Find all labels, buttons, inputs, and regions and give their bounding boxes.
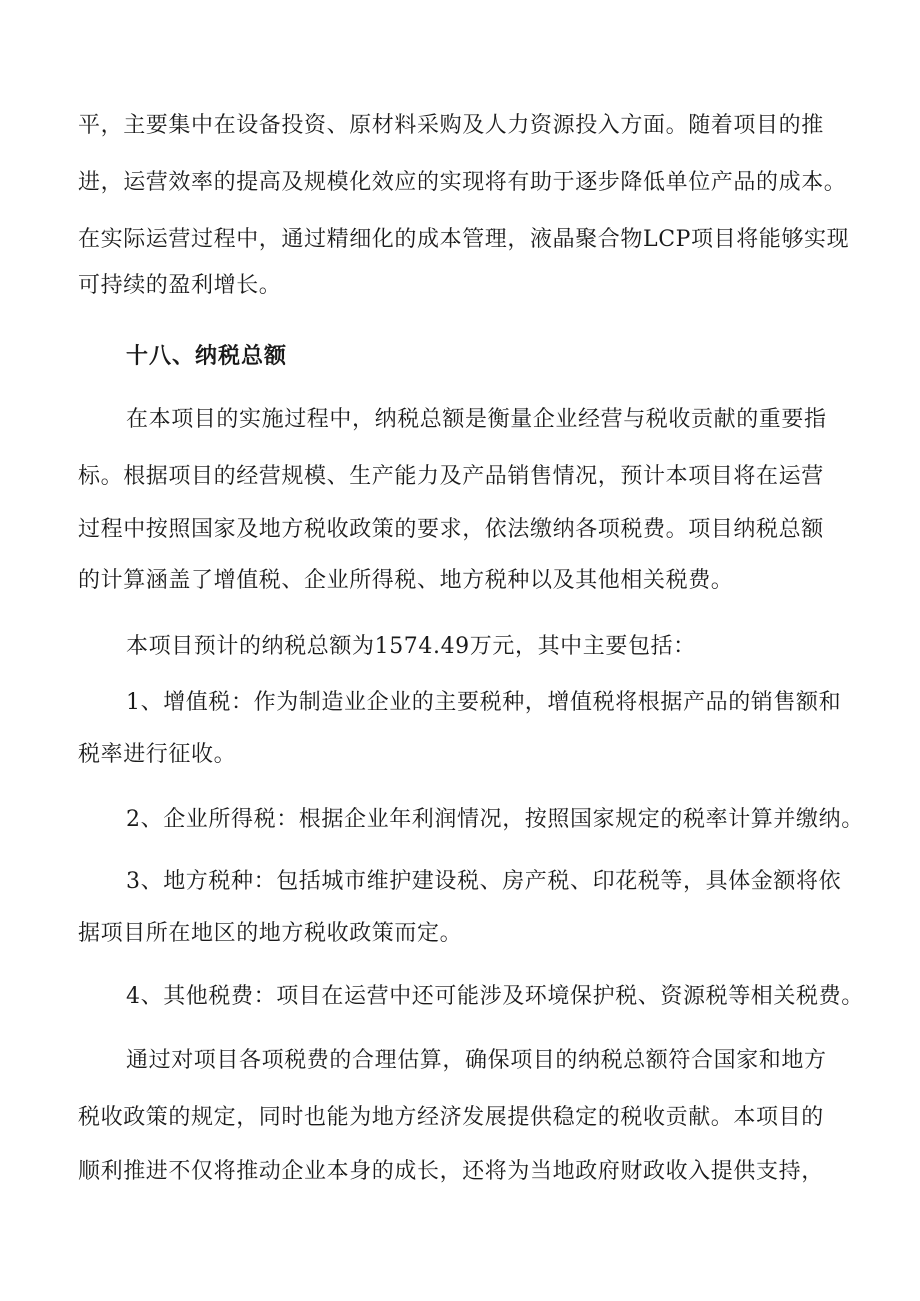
list-item-line: 据项目所在地区的地方税收政策而定。 [78,921,463,946]
paragraph-line: 可持续的盈利增长。 [78,273,282,298]
paragraph-line: 标。根据项目的经营规模、生产能力及产品销售情况，预计本项目将在运营 [78,464,824,489]
list-item-line: 3、地方税种：包括城市维护建设税、房产税、印花税等，具体金额将依 [126,869,842,894]
paragraph-line: 通过对项目各项税费的合理估算，确保项目的纳税总额符合国家和地方 [126,1048,827,1073]
list-item-line: 2、企业所得税：根据企业年利润情况，按照国家规定的税率计算并缴纳。 [126,807,864,832]
list-item-line: 税率进行征收。 [78,742,237,767]
paragraph-line: 本项目预计的纳税总额为1574.49万元，其中主要包括： [126,634,696,659]
paragraph-line: 在实际运营过程中，通过精细化的成本管理，液晶聚合物LCP项目将能够实现 [78,227,850,252]
paragraph-line: 在本项目的实施过程中，纳税总额是衡量企业经营与税收贡献的重要指 [126,407,827,432]
paragraph-line: 过程中按照国家及地方税收政策的要求，依法缴纳各项税费。项目纳税总额 [78,517,824,542]
list-item-line: 1、增值税：作为制造业企业的主要税种，增值税将根据产品的销售额和 [126,690,842,715]
paragraph-line: 的计算涵盖了增值税、企业所得税、地方税种以及其他相关税费。 [78,568,734,593]
paragraph-line: 平，主要集中在设备投资、原材料采购及人力资源投入方面。随着项目的推 [78,113,824,138]
paragraph-line: 税收政策的规定，同时也能为地方经济发展提供稳定的税收贡献。本项目的 [78,1105,824,1130]
list-item-line: 4、其他税费：项目在运营中还可能涉及环境保护税、资源税等相关税费。 [126,984,864,1009]
section-heading: 十八、纳税总额 [126,344,288,369]
paragraph-line: 顺利推进不仅将推动企业本身的成长，还将为当地政府财政收入提供支持， [78,1159,824,1184]
paragraph-line: 进，运营效率的提高及规模化效应的实现将有助于逐步降低单位产品的成本。 [78,170,847,195]
